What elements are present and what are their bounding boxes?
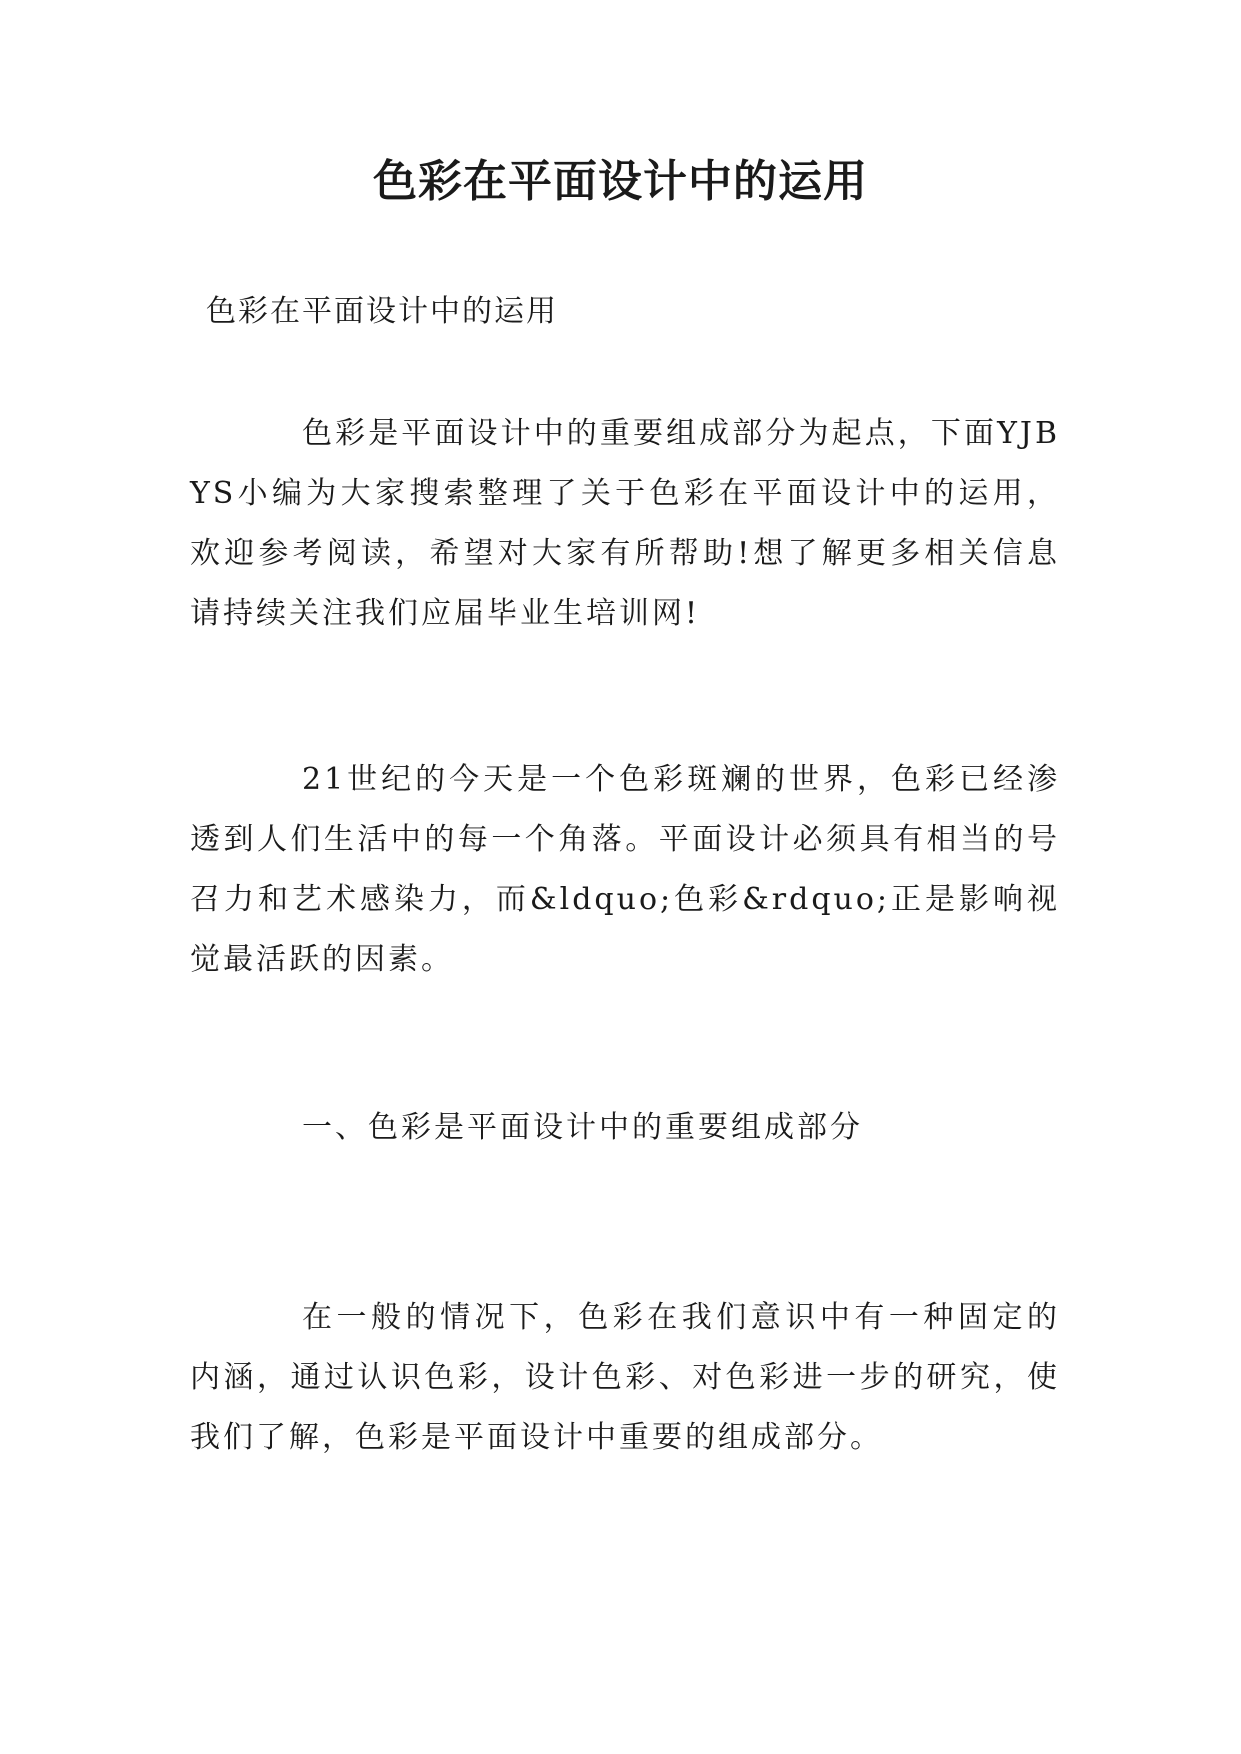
- paragraph-general: 在一般的情况下，色彩在我们意识中有一种固定的内涵，通过认识色彩，设计色彩、对色彩进一步的研究，使我们了解，色彩是平面设计中重要的组成部分。: [190, 1300, 1060, 1455]
- document-subtitle: 色彩在平面设计中的运用: [206, 294, 558, 329]
- document-title: 色彩在平面设计中的运用: [373, 156, 868, 207]
- section-heading: 一、色彩是平面设计中的重要组成部分: [302, 1110, 863, 1145]
- paragraph-century: 21世纪的今天是一个色彩斑斓的世界，色彩已经渗透到人们生活中的每一个角落。平面设计必须具有相当的号召力和艺术感染力，而&ldquo;色彩&rdquo;正是影响视觉最活跃的因素。: [190, 762, 1060, 977]
- paragraph-intro: 色彩是平面设计中的重要组成部分为起点，下面YJBYS小编为大家搜索整理了关于色彩在平面设计中的运用，欢迎参考阅读，希望对大家有所帮助!想了解更多相关信息请持续关注我们应届毕业生培训网!: [190, 416, 1060, 631]
